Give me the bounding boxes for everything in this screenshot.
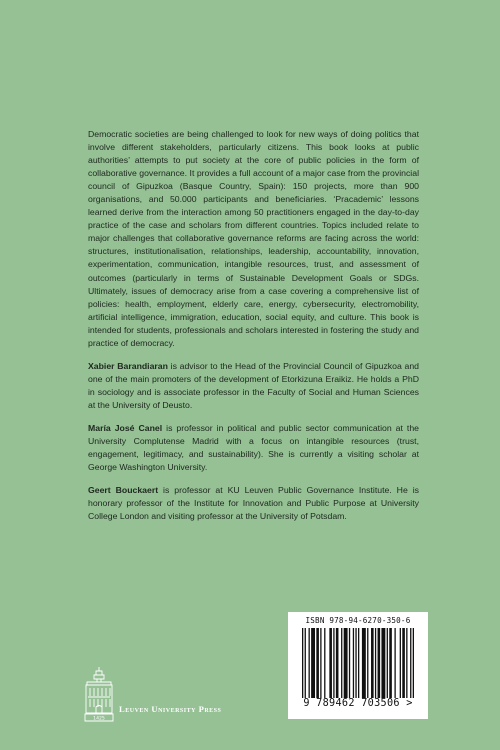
logo-year: 1425: [93, 716, 105, 722]
barcode-bar: [371, 628, 374, 698]
barcode-bar: [302, 628, 303, 698]
barcode-bar: [375, 628, 376, 698]
barcode-bar: [336, 628, 339, 698]
barcode-bar: [349, 628, 350, 698]
back-cover-text: [88, 128, 419, 533]
barcode-bar: [353, 628, 354, 698]
barcode-bars: [302, 628, 414, 698]
barcode-bar: [329, 628, 332, 698]
author-name: María José Canel: [88, 422, 163, 433]
barcode-bar: [389, 628, 392, 698]
barcode-bar: [413, 628, 414, 698]
author-name: Xabier Barandiaran: [88, 360, 168, 371]
barcode-bar: [410, 628, 411, 698]
barcode-bar: [344, 628, 348, 698]
library-building-icon: [84, 666, 114, 722]
barcode-bar: [324, 628, 325, 698]
barcode-bar: [367, 628, 368, 698]
barcode-bar: [309, 628, 310, 698]
barcode-bar: [402, 628, 405, 698]
barcode-bar: [362, 628, 366, 698]
barcode-bar: [381, 628, 385, 698]
author-bio-text: is professor in political and public sector communication at the University Complutense Madrid with a focus on intangible resources (trust, engagement, legitimacy, and sustainability). She is currently a visiting scholar at George Washington University.: [88, 422, 419, 473]
barcode-bar: [316, 628, 319, 698]
barcode-bar: [358, 628, 359, 698]
barcode-bar: [387, 628, 388, 698]
publisher-name: Leuven University Press: [119, 704, 222, 714]
barcode-bar: [305, 628, 306, 698]
author-name: Geert Bouckaert: [88, 485, 159, 496]
author-bio: [88, 484, 419, 523]
barcode-bar: [406, 628, 407, 698]
blurb-paragraph: Democratic societies are being challenged to look for new ways of doing politics that involve different stakeholders, particularly citizens. This book looks at public authorities’ attempts to put society at the core of public policies in the form of collaborative governance. It provides a full account of a major case from the provincial council of Gipuzkoa (Basque Country, Spain): 150 projects, more than 900 organisations, and 50.000 participants and beneficiaries. ‘Pracademic’ lessons learned derive from the interaction among 50 practitioners engaged in the day-to-day practice of the case and scholars from different countries. Topics included relate to major challenges that collaborative governance reforms are facing across the world: structures, institutionalisation, relationships, leadership, accountability, innovation, experimentation, communication, intangible resources, trust, and assessment of outcomes (particularly in terms of Sustainable Development Goals or SDGs. Ultimately, issues of democracy arise from a case covering a comprehensive list of policies: health, employment, elderly care, energy, cybersecurity, electromobility, artificial intelligence, immigration, education, social equity, and culture. This book is intended for students, professionals and scholars interested in fostering the study and practice of democracy.: [88, 129, 419, 348]
isbn-label: ISBN 978-94-6270-350-6: [305, 616, 411, 625]
author-bio: [88, 360, 419, 412]
barcode-bar: [341, 628, 342, 698]
author-bio: [88, 422, 419, 474]
barcode-bar: [311, 628, 315, 698]
barcode-bar: [378, 628, 381, 698]
isbn-barcode: [288, 612, 428, 719]
barcode-bar: [320, 628, 321, 698]
barcode-bar: [333, 628, 334, 698]
barcode-bar: [394, 628, 395, 698]
barcode-bar: [400, 628, 401, 698]
author-bio-text: is advisor to the Head of the Provincial Council of Gipuzkoa and one of the main promoters of the development of Etorkizuna Eraikiz. He holds a PhD in sociology and is associate professor in the Faculty of Social and Human Sciences at the University of Deusto.: [88, 360, 419, 410]
author-bio-text: is professor at KU Leuven Public Governance Institute. He is honorary professor of the Institute for Innovation and Public Purpose at University College London and visiting professor at the University of Potsdam.: [88, 485, 419, 522]
barcode-bar: [355, 628, 356, 698]
barcode-digits: 9 789462 703506 >: [303, 698, 413, 709]
